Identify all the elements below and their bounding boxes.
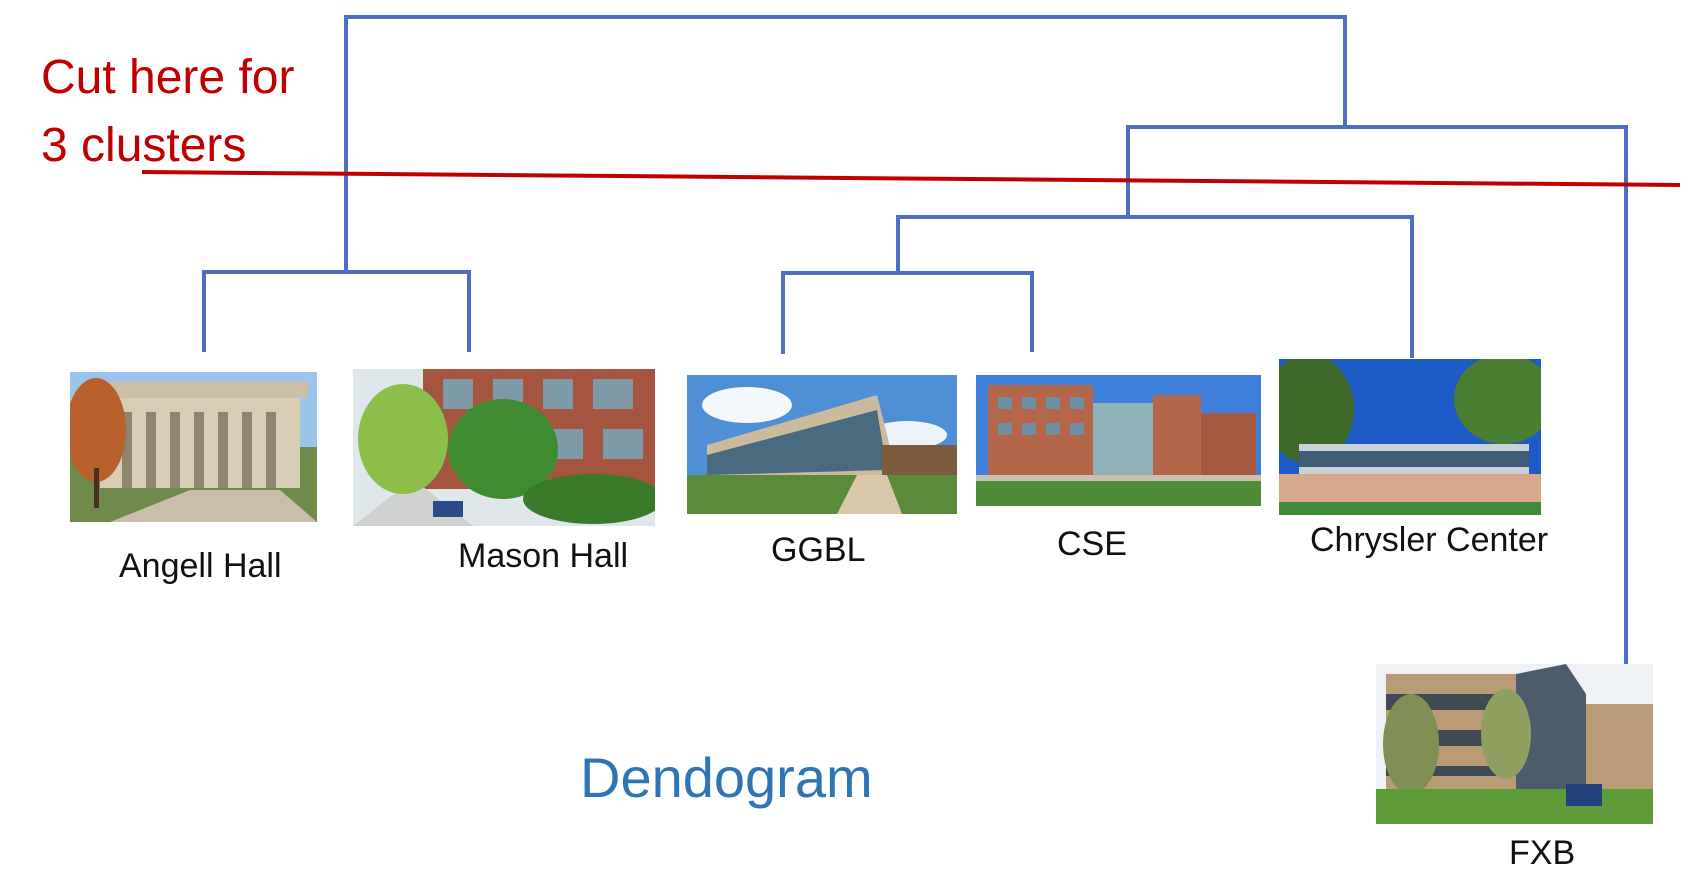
- mason-hall-photo: [353, 369, 655, 526]
- leaf-label-angell-hall: Angell Hall: [119, 547, 282, 585]
- ggbl-photo: [687, 375, 957, 514]
- cut-label-line2: 3 clusters: [41, 119, 247, 172]
- chrysler-center-photo: [1279, 359, 1541, 515]
- leaf-label-ggbl: GGBL: [771, 531, 866, 569]
- cut-line: [142, 172, 1680, 185]
- merge-root: [346, 17, 1345, 268]
- leaf-label-fxb: FXB: [1509, 834, 1576, 872]
- diagram-title: Dendogram: [580, 746, 873, 809]
- leaf-label-mason-hall: Mason Hall: [458, 537, 629, 575]
- merge-angell-mason: [204, 272, 469, 350]
- cse-photo: [976, 375, 1261, 506]
- cut-annotation: [41, 44, 294, 180]
- cut-label-line1: Cut here for: [41, 51, 295, 104]
- merge-ggbl-cse-chrysler: [898, 217, 1412, 356]
- angell-hall-photo: [70, 372, 317, 522]
- leaf-label-cse: CSE: [1057, 525, 1127, 563]
- merge-ggbl-cse: [783, 273, 1032, 352]
- leaf-label-chrysler-center: Chrysler Center: [1310, 521, 1549, 559]
- fxb-photo: [1376, 664, 1653, 824]
